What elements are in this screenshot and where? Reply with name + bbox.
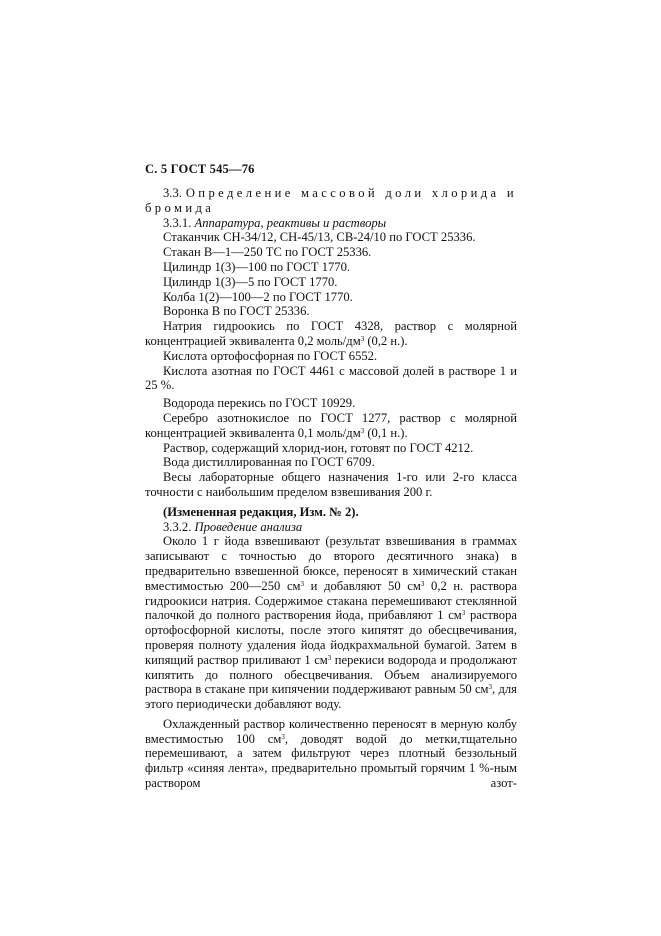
equipment-item: Воронка В по ГОСТ 25336. bbox=[163, 304, 310, 319]
amendment-note: (Измененная редакция, Изм. № 2). bbox=[163, 504, 359, 519]
paragraph-text: 0,2 н. раствора гидроокиси натрия. Содержимое стакана перемешивают стеклянной палочкой до полного растворения йода, прибавляют 1 см bbox=[145, 578, 517, 623]
reagent-text: (0,1 н.). bbox=[364, 425, 408, 440]
paragraph-text: , доводят водой до метки,тщательно перемешивают, а затем фильтруют через плотный беззольный фильтр «синяя лента», предварительно промытый горячим 1 %-ным раствором азот- bbox=[145, 731, 517, 791]
superscript: 3 bbox=[360, 426, 365, 435]
section-title: Аппаратура, реактивы и растворы bbox=[194, 215, 387, 230]
superscript: 3 bbox=[327, 653, 332, 662]
reagent-chloride: Раствор, содержащий хлорид-ион, готовят по ГОСТ 4212. bbox=[163, 440, 474, 455]
analysis-paragraph-1 bbox=[145, 534, 517, 712]
superscript: 3 bbox=[488, 683, 493, 692]
document-body bbox=[145, 186, 517, 791]
paragraph-text: раствора ортофосфорной кислоты, после этого кипятят до обесцвечивания, проверяя полноту удаления йода йодкрахмальной бумагой. Затем в кипящий раствор приливают 1 см bbox=[145, 608, 517, 667]
reagent-text: (0,2 н.). bbox=[364, 333, 408, 348]
equipment-scales: Весы лабораторные общего назначения 1-го или 2-го класса точности с наибольшим пределом взвешивания 200 г. bbox=[145, 470, 517, 499]
reagent-text: Серебро азотнокислое по ГОСТ 1277, раствор с молярной концентрацией эквивалента 0,1 моль/дм bbox=[145, 410, 517, 440]
section-3-3-heading bbox=[145, 186, 517, 216]
section-number: 3.3. bbox=[163, 186, 182, 200]
section-title: Проведение анализа bbox=[194, 519, 303, 534]
paragraph-text: Охлажденный раствор количественно переносят в мерную колбу вместимостью 100 см bbox=[145, 716, 517, 746]
section-3-3-1-heading bbox=[145, 216, 517, 231]
superscript: 3 bbox=[300, 579, 305, 588]
reagent-phosphoric-acid: Кислота ортофосфорная по ГОСТ 6552. bbox=[163, 348, 378, 363]
reagent-text: Натрия гидроокись по ГОСТ 4328, раствор с молярной концентрацией эквивалента 0,2 моль/дм bbox=[145, 319, 517, 348]
page-header: С. 5 ГОСТ 545—76 bbox=[145, 162, 255, 176]
paragraph-text: перекиси водорода и продолжают кипятить до полного обесцвечивания. Объем анализируемого раствора в стакане при кипячении поддерживают равным 50 см bbox=[145, 652, 517, 697]
reagent-silver-nitrate bbox=[145, 411, 517, 441]
superscript: 3 bbox=[281, 732, 285, 741]
paragraph-text: Около 1 г йода взвешивают (результат взвешивания в граммах записывают с точностью до второго десятичного знака) в предварительно взвешенной бюксе, переносят в химический стакан вместимостью 200—250 см bbox=[145, 534, 517, 593]
reagent-naoh bbox=[145, 319, 517, 349]
analysis-paragraph-2 bbox=[145, 717, 517, 791]
section-number: 3.3.2. bbox=[163, 519, 192, 534]
paragraph-text: , для этого периодически добавляют воду. bbox=[145, 682, 517, 712]
reagent-peroxide: Водорода перекись по ГОСТ 10929. bbox=[163, 396, 356, 411]
section-3-3-2-heading bbox=[145, 520, 517, 535]
equipment-item: Стаканчик СН-34/12, СН-45/13, СВ-24/10 по ГОСТ 25336. bbox=[163, 230, 476, 245]
section-title: Определение массовой доли хлорида и бромида bbox=[145, 186, 517, 215]
superscript: 3 bbox=[420, 579, 425, 588]
equipment-item: Колба 1(2)—100—2 по ГОСТ 1770. bbox=[163, 289, 353, 304]
equipment-item: Цилиндр 1(3)—5 по ГОСТ 1770. bbox=[163, 274, 338, 289]
reagent-nitric-acid: Кислота азотная по ГОСТ 4461 с массовой долей в растворе 1 и 25 %. bbox=[145, 363, 517, 393]
paragraph-text: и добавляют 50 см bbox=[304, 578, 421, 593]
superscript: 3 bbox=[360, 334, 365, 343]
superscript: 3 bbox=[461, 609, 466, 618]
section-number: 3.3.1. bbox=[163, 215, 192, 230]
equipment-item: Цилиндр 1(3)—100 по ГОСТ 1770. bbox=[163, 259, 351, 274]
equipment-item: Стакан В—1—250 ТС по ГОСТ 25336. bbox=[163, 245, 372, 260]
reagent-water: Вода дистиллированная по ГОСТ 6709. bbox=[163, 455, 375, 470]
